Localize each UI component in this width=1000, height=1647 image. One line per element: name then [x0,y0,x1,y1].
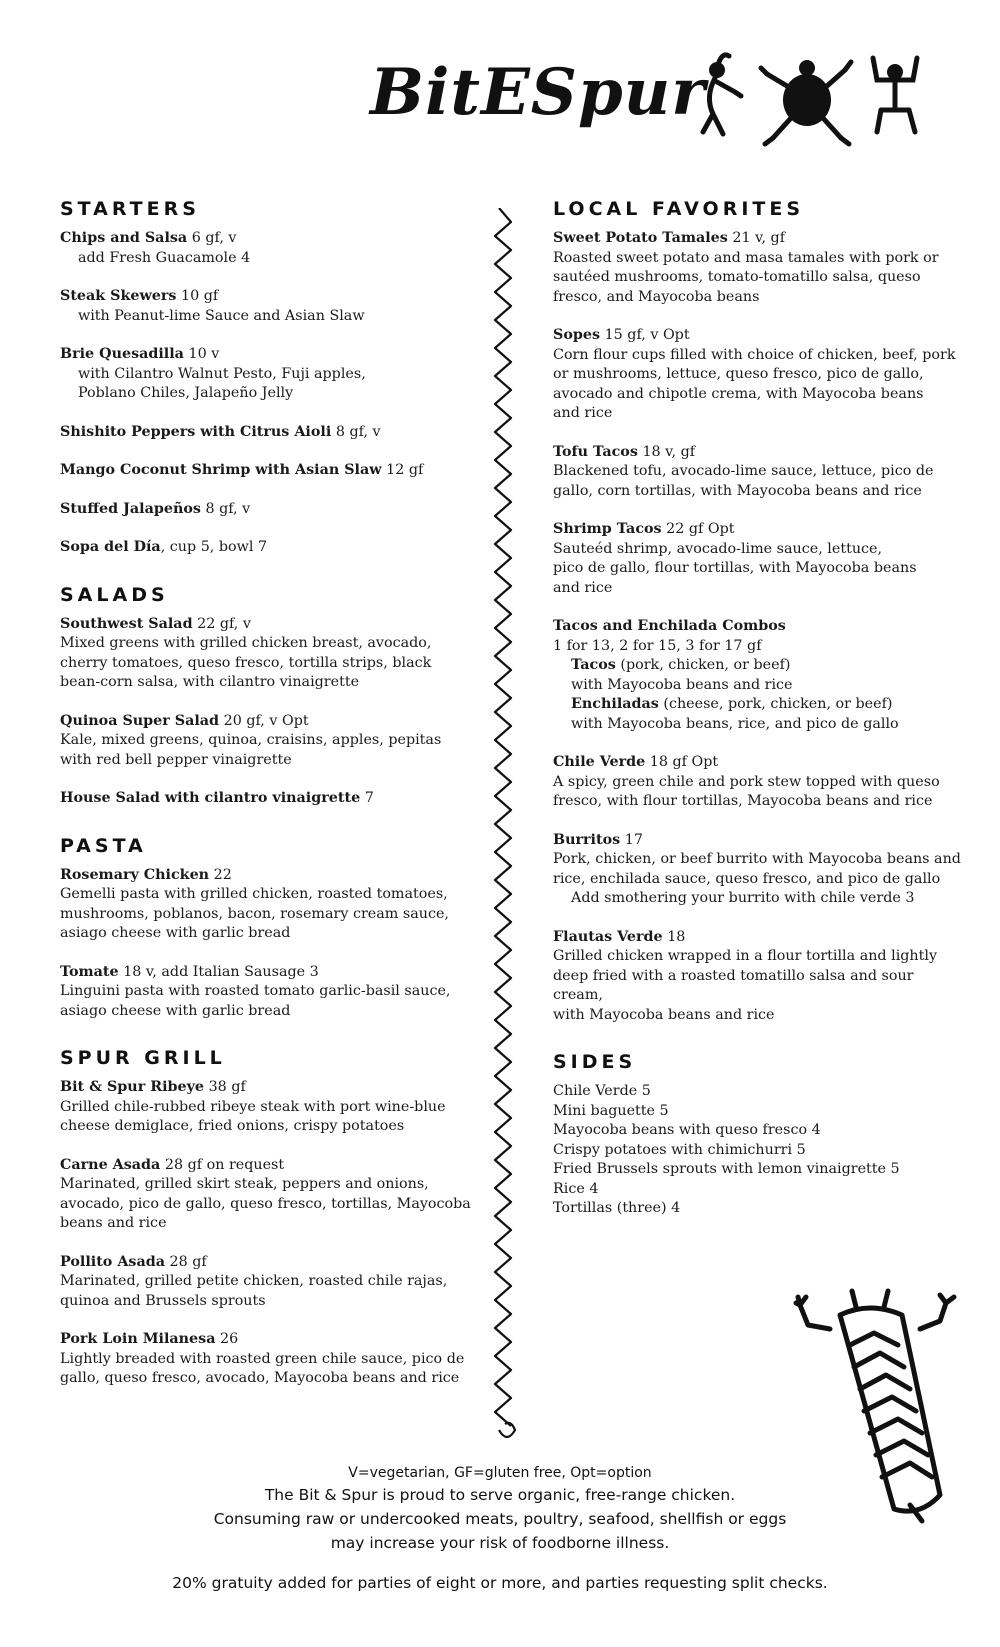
item-description: gallo, corn tortillas, with Mayocoba beans and rice [553,482,922,499]
item-header [60,1253,480,1273]
item-description: sautéed mushrooms, tomato-tomatillo salsa, queso [553,269,921,285]
item-price-note: 8 gf, v [205,500,251,517]
item-header [60,1078,480,1098]
section-heading: PASTA [60,834,147,857]
item-header [553,520,963,540]
item-description: Gemelli pasta with grilled chicken, roasted tomatoes, [60,886,448,902]
item-name: Burritos [553,831,621,848]
item-description: asiago cheese with garlic bread [60,1002,291,1019]
combo-tacos-note: (pork, chicken, or beef) [620,657,791,673]
item-description: bean-corn salsa, with cilantro vinaigrette [60,674,360,690]
item-header [553,928,963,948]
menu-item [60,1330,480,1389]
menu-item [60,712,480,771]
item-price-note: 38 gf [208,1079,246,1095]
item-description: Sauteéd shrimp, avocado-lime sauce, lettuce, [553,540,883,557]
item-description: cheese demiglace, fried onions, crispy potatoes [60,1118,405,1134]
item-price-note: 18 [667,928,686,945]
item-description: fresco, with flour tortillas, Mayocoba beans and rice [553,793,933,809]
item-name: Stuffed Jalapeños [60,500,201,517]
menu-item [553,326,963,424]
menu-item [60,1253,480,1312]
menu-item [553,443,963,502]
item-header [60,500,480,520]
logo-text: BitESpur [370,55,706,130]
item-description: Lightly breaded with roasted green chile sauce, pico de [60,1350,465,1367]
side-item: Mayocoba beans with queso fresco 4 [553,1122,821,1138]
item-header [60,538,480,558]
menu-item [60,423,480,443]
food-safety-warning-1: Consuming raw or undercooked meats, poultry, seafood, shellfish or eggs [213,1510,787,1528]
item-price-note: 10 gf [181,288,219,304]
footer [0,1463,1000,1595]
menu-item-combos [553,617,963,734]
combo-enchiladas-label: Enchiladas [571,696,659,712]
item-description: cherry tomatoes, queso fresco, tortilla strips, black [60,654,432,671]
item-price-note: 22 gf Opt [666,521,735,537]
combo-tacos-line: with Mayocoba beans and rice [571,676,793,693]
sides-list [553,1082,963,1219]
item-description: Grilled chile-rubbed ribeye steak with port wine-blue [60,1098,446,1115]
menu-item [60,615,480,693]
section-heading: STARTERS [60,198,200,220]
item-header [60,1156,480,1176]
combo-tacos-label: Tacos [571,657,616,673]
item-price-note: 18 v, gf [642,443,696,460]
item-name: Mango Coconut Shrimp with Asian Slaw [60,462,382,478]
local-favorites-list [553,229,963,598]
item-name: Southwest Salad [60,615,193,632]
chicken-notice: The Bit & Spur is proud to serve organic, free-range chicken. [264,1486,736,1504]
item-description: Marinated, grilled skirt steak, peppers and onions, [60,1176,429,1192]
item-description: add Fresh Guacamole 4 [78,249,251,266]
item-description: Linguini pasta with roasted tomato garlic-basil sauce, [60,983,451,999]
left-column [60,198,480,1415]
menu-item [553,831,963,909]
item-description: pico de gallo, flour tortillas, with Mayocoba beans [553,560,917,576]
combo-enchiladas [553,695,963,715]
item-description: and rice [553,405,613,421]
dietary-legend: V=vegetarian, GF=gluten free, Opt=option [348,1465,652,1481]
menu-item [60,345,480,404]
item-header [60,789,480,809]
combo-enchiladas-line: with Mayocoba beans, rice, and pico de gallo [571,715,899,732]
menu-item [60,866,480,944]
item-name: Shishito Peppers with Citrus Aioli [60,423,332,440]
sides-section [553,1051,963,1219]
item-header [60,345,480,365]
section-heading: SIDES [553,1051,637,1073]
combo-enchiladas-note: (cheese, pork, chicken, or beef) [663,696,893,712]
item-header [553,326,963,346]
item-price-note: 21 v, gf [732,230,785,246]
item-name: Chile Verde [553,754,646,770]
item-price-note: 8 gf, v [335,423,381,440]
item-description: with Peanut-lime Sauce and Asian Slaw [78,307,365,324]
item-name: Shrimp Tacos [553,521,662,537]
item-description: mushrooms, poblanos, bacon, rosemary cream sauce, [60,905,449,922]
item-description: gallo, queso fresco, avocado, Mayocoba beans and rice [60,1370,460,1386]
item-name: Tofu Tacos [553,443,638,460]
gratuity-notice: 20% gratuity added for parties of eight or more, and parties requesting split checks. [172,1574,828,1592]
item-name: Sopes [553,327,601,343]
menu-item [60,1156,480,1234]
item-description: fresco, and Mayocoba beans [553,288,760,305]
item-description: or mushrooms, lettuce, queso fresco, pico de gallo, [553,366,924,382]
item-name: Tomate [60,963,119,980]
item-header [553,753,963,773]
kokopelli-icon [703,55,741,134]
item-name: Quinoa Super Salad [60,712,220,729]
item-name: Chips and Salsa [60,230,188,246]
menu-item [60,963,480,1022]
item-price-note: 12 gf [386,462,424,478]
menu-item [553,753,963,812]
item-header [553,443,963,463]
item-description: beans and rice [60,1215,167,1231]
menu-section [60,198,480,558]
dancer-figure-icon [873,58,917,132]
side-item: Rice 4 [553,1180,599,1197]
menu-item [60,1078,480,1137]
item-description: Marinated, grilled petite chicken, roasted chile rajas, [60,1273,448,1289]
item-description: Kale, mixed greens, quinoa, craisins, apples, pepitas [60,732,442,748]
item-name: Pork Loin Milanesa [60,1331,216,1347]
item-header [553,831,963,851]
item-header [60,287,480,307]
side-item: Tortillas (three) 4 [553,1200,681,1216]
item-price-note: 28 gf [169,1253,207,1270]
petroglyph-figures-icon [695,52,925,152]
menu-item [60,789,480,809]
menu-item [60,461,480,481]
item-name: Pollito Asada [60,1253,165,1270]
food-safety-warning-2: may increase your risk of foodborne illness. [330,1534,670,1552]
item-price-note: 18 gf Opt [649,754,719,770]
zigzag-divider-icon [485,208,525,1448]
item-header [60,1330,480,1350]
menu-item [553,928,963,1026]
right-column [553,198,963,1245]
restaurant-logo [370,55,706,130]
item-description: Mixed greens with grilled chicken breast, avocado, [60,635,432,651]
item-description: with red bell pepper vinaigrette [60,751,292,768]
item-description: Corn flour cups filled with choice of chicken, beef, pork [553,346,956,363]
item-description: rice, enchilada sauce, queso fresco, and pico de gallo [553,870,941,887]
item-header [553,229,963,249]
side-item: Fried Brussels sprouts with lemon vinaigrette 5 [553,1161,900,1177]
side-item: Mini baguette 5 [553,1102,669,1119]
item-price-note: 22 [213,866,232,883]
menu-section [60,584,480,809]
item-header [60,866,480,886]
side-item: Crispy potatoes with chimichurri 5 [553,1141,806,1158]
item-description: Poblano Chiles, Jalapeño Jelly [78,385,294,401]
item-name: Bit & Spur Ribeye [60,1079,205,1095]
item-price-note: 7 [364,790,374,806]
item-price-note: 26 [220,1331,239,1347]
item-description: Pork, chicken, or beef burrito with Mayocoba beans and [553,851,961,867]
item-description: Roasted sweet potato and masa tamales with pork or [553,249,939,266]
item-name: Carne Asada [60,1156,161,1173]
menu-section [60,835,480,1022]
item-price-note: 17 [624,831,643,848]
item-description: with Mayocoba beans and rice [553,1006,775,1023]
local-favorites-section [553,198,963,1025]
menu-item [60,538,480,558]
item-price-note: 18 v, add Italian Sausage 3 [123,963,319,980]
item-description: A spicy, green chile and pork stew topped with queso [553,773,940,790]
local-favorites-list-2 [553,753,963,1025]
combo-tacos [553,656,963,676]
item-price-note: 10 v [188,346,220,362]
item-name: Rosemary Chicken [60,866,210,883]
menu-item [60,229,480,268]
item-name: Brie Quesadilla [60,346,184,362]
item-price-note: 22 gf, v [197,615,251,632]
section-heading: LOCAL FAVORITES [553,198,805,220]
item-name: Tacos and Enchilada Combos [553,618,786,634]
menu-item [60,287,480,326]
item-description: avocado and chipotle crema, with Mayocoba beans [553,385,924,402]
item-header [60,461,480,481]
item-description: deep fried with a roasted tomatillo salsa and sour cream, [553,967,914,1003]
side-item: Chile Verde 5 [553,1083,651,1099]
item-name: House Salad with cilantro vinaigrette [60,790,361,806]
item-price-note: 6 gf, v [191,230,237,246]
item-addon: Add smothering your burrito with chile verde 3 [571,890,915,906]
item-header [60,615,480,635]
section-heading: SPUR GRILL [60,1047,226,1069]
menu-item [553,229,963,307]
item-name: Sweet Potato Tamales [553,230,728,246]
item-price-note: , cup 5, bowl 7 [160,539,268,555]
item-description: with Cilantro Walnut Pesto, Fuji apples, [78,365,366,382]
item-description: Grilled chicken wrapped in a flour tortilla and lightly [553,948,938,964]
item-price-note: 28 gf on request [164,1156,285,1173]
menu-section [60,1047,480,1389]
item-price-note: 15 gf, v Opt [604,327,690,343]
menu-item [60,500,480,520]
item-header [60,423,480,443]
item-name: Steak Skewers [60,288,177,304]
item-name: Flautas Verde [553,928,663,945]
lizard-figure-icon [761,60,851,144]
section-heading: SALADS [60,583,169,606]
item-header [60,229,480,249]
menu-item [553,520,963,598]
combo-pricing: 1 for 13, 2 for 15, 3 for 17 gf [553,637,762,654]
item-header [60,712,480,732]
item-price-note: 20 gf, v Opt [223,712,309,729]
item-description: Blackened tofu, avocado-lime sauce, lettuce, pico de [553,463,934,479]
item-description: asiago cheese with garlic bread [60,925,291,941]
item-description: avocado, pico de gallo, queso fresco, tortillas, Mayocoba [60,1195,471,1212]
item-description: quinoa and Brussels sprouts [60,1292,266,1309]
item-description: and rice [553,579,613,596]
item-header [60,963,480,983]
item-name: Sopa del Día [60,539,161,555]
